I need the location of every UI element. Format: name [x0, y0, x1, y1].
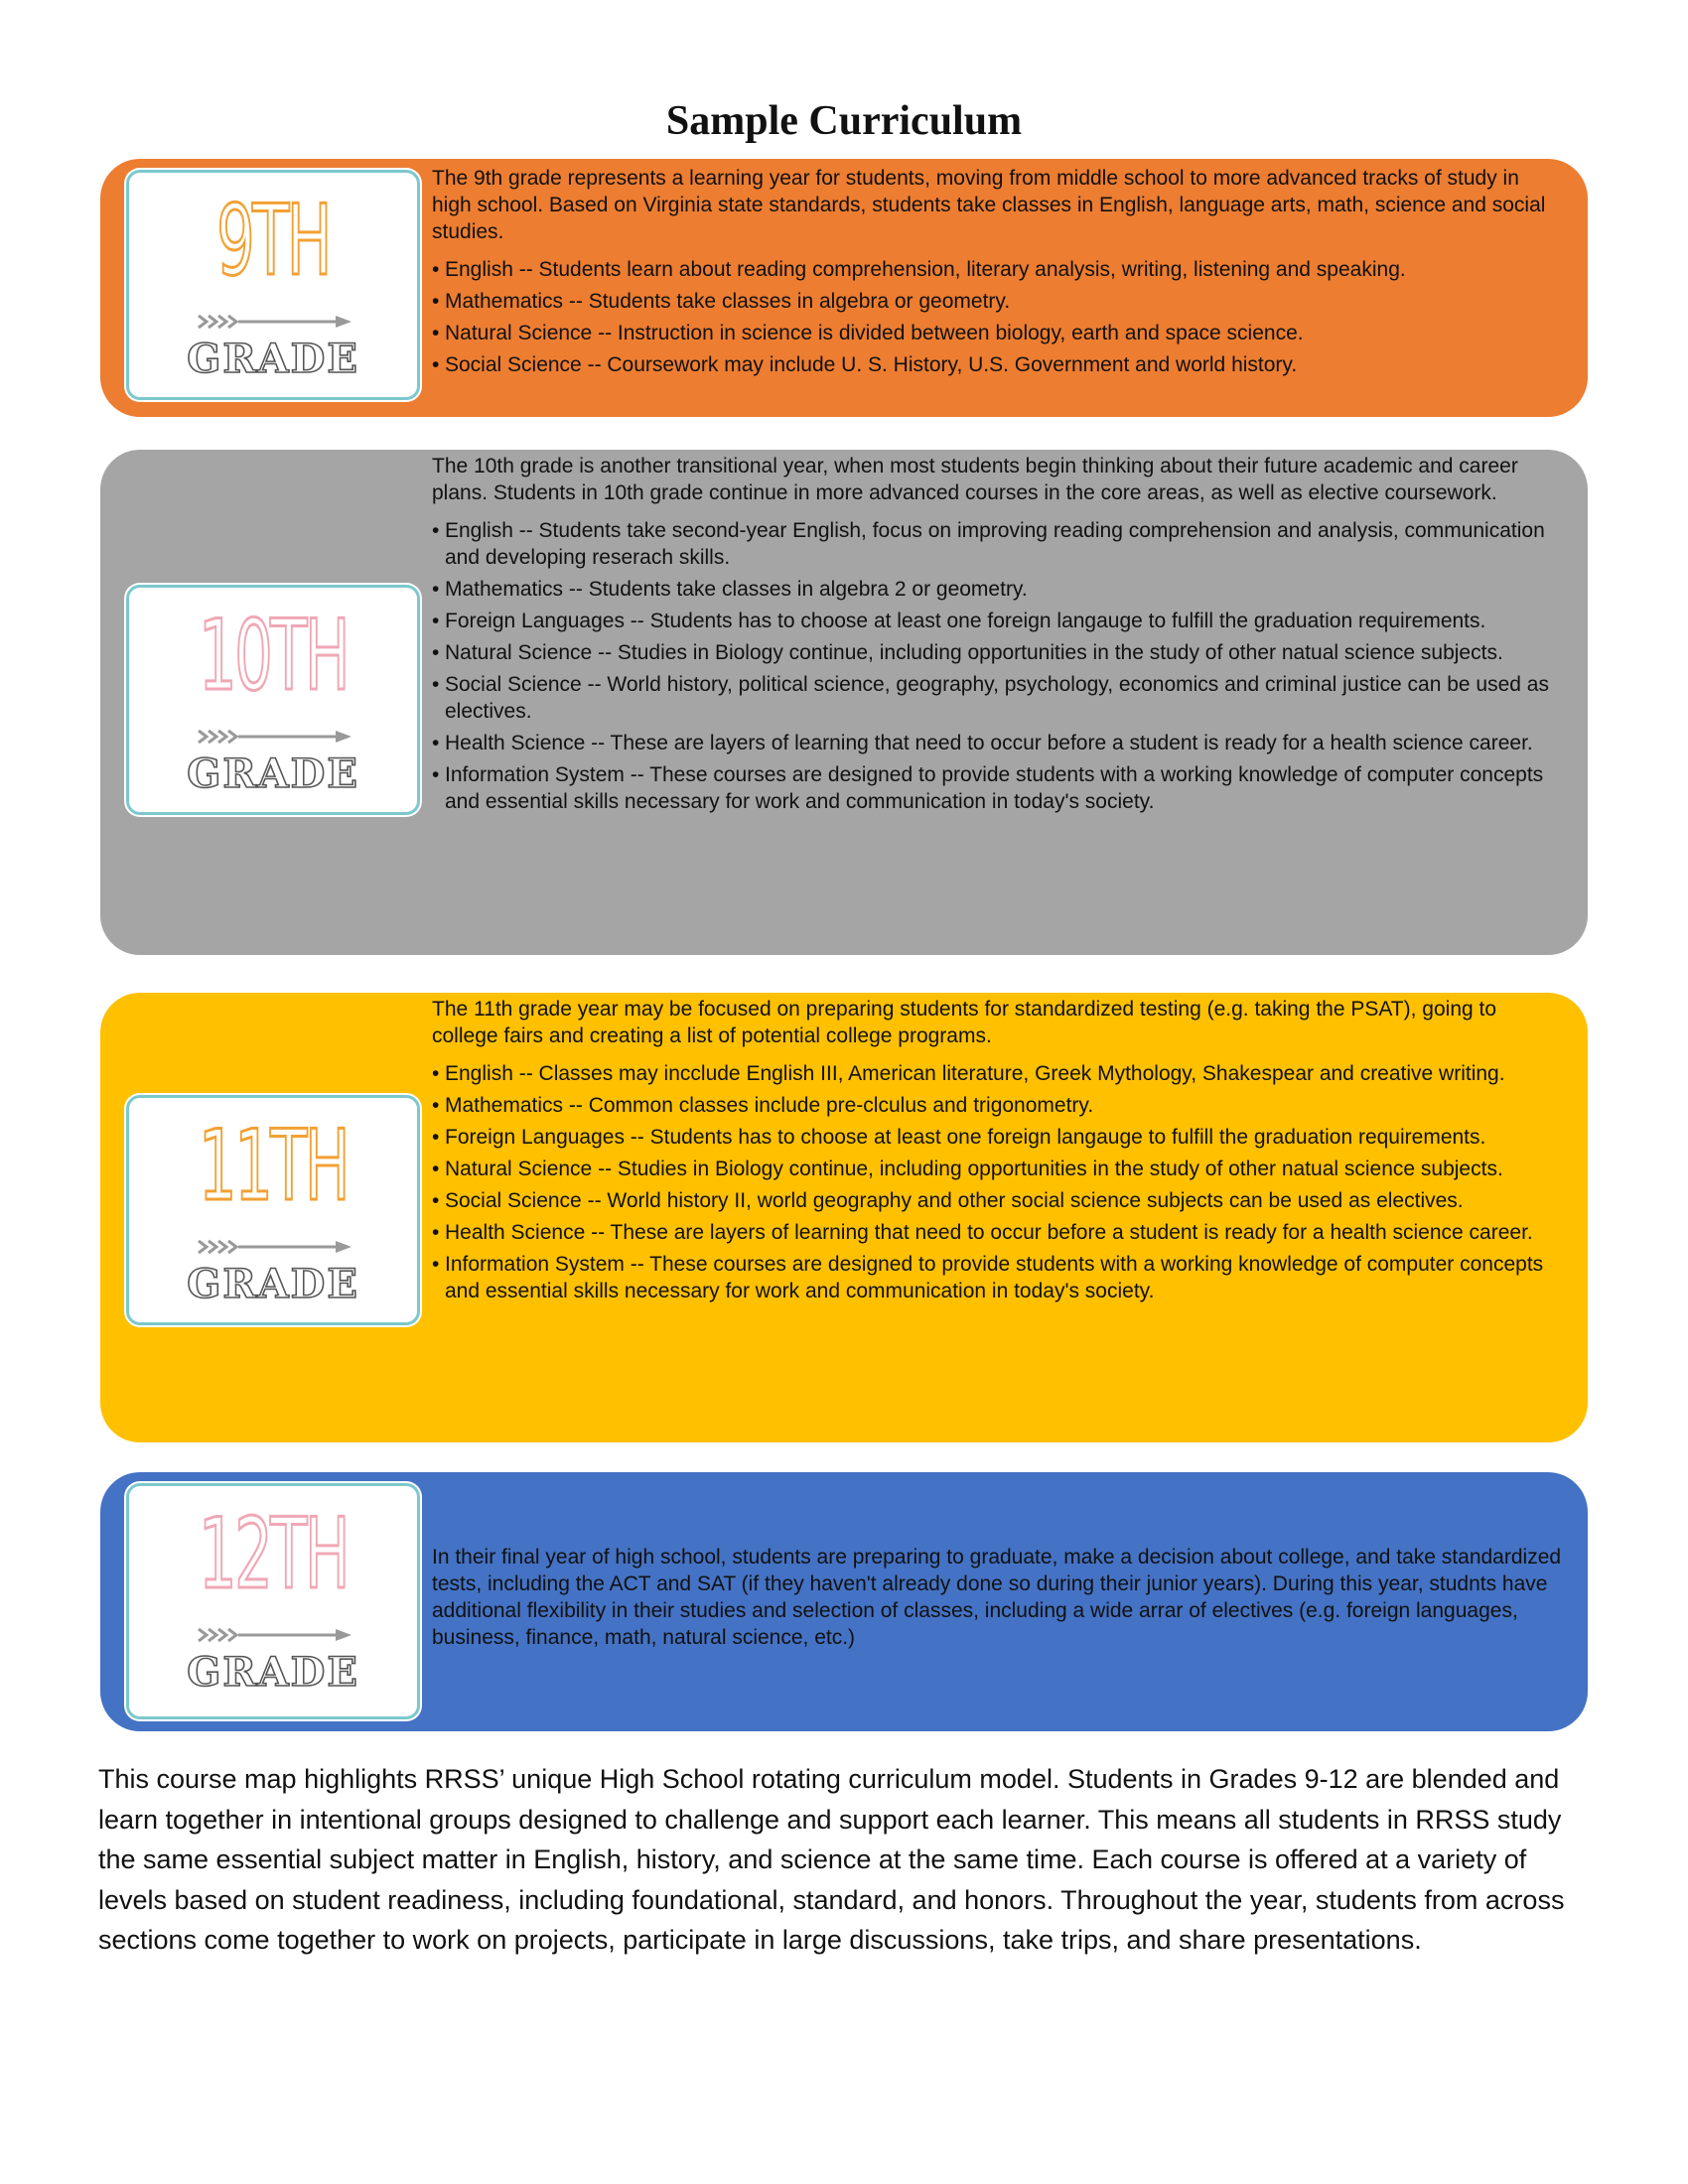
grade-9-badge-number: 9TH — [215, 185, 331, 298]
arrow-icon — [197, 1626, 355, 1644]
grade-11-badge-number: 11TH — [198, 1110, 349, 1223]
grade-12-description — [432, 1544, 1564, 1662]
grade-10-intro: The 10th grade is another transitional year, when most students begin thinking about their future academic and career plans. Students in 10th grade continue in more advanced courses in the core areas, as well as elective coursework. — [432, 455, 1518, 504]
subject-item: • Health Science -- These are layers of learning that need to occur before a student is ready for a health science career. — [432, 1219, 1564, 1246]
subject-item: • Social Science -- Coursework may include U. S. History, U.S. Government and world history. — [432, 351, 1564, 378]
grade-10-card — [100, 450, 1588, 955]
subject-item: • Foreign Languages -- Students has to choose at least one foreign langauge to fulfill the graduation requirements. — [432, 1124, 1564, 1151]
subject-item: • Natural Science -- Instruction in science is divided between biology, earth and space science. — [432, 320, 1564, 346]
arrow-icon — [197, 728, 355, 746]
grade-11-badge-word: GRADE — [187, 1261, 359, 1307]
subject-item: • Information System -- These courses are designed to provide students with a working knowledge of computer concepts and essential skills necessary for work and communication in today's society. — [432, 761, 1564, 815]
grade-11-card — [100, 993, 1588, 1442]
grade-12-badge-word: GRADE — [187, 1649, 359, 1696]
grade-10-subject-list — [432, 517, 1564, 815]
arrow-icon — [197, 313, 355, 331]
grade-9-subject-list — [432, 256, 1564, 378]
grade-11-description — [432, 996, 1564, 1309]
subject-item: • Natural Science -- Studies in Biology continue, including opportunities in the study of other natual science subjects. — [432, 1156, 1564, 1182]
grade-10-badge-number: 10TH — [198, 600, 349, 713]
subject-item: • English -- Students take second-year English, focus on improving reading comprehension and analysis, communication and developing reserach skills. — [432, 517, 1564, 571]
grade-10-description — [432, 453, 1564, 820]
subject-item: • Social Science -- World history, political science, geography, psychology, economics and criminal justice can be used as electives. — [432, 671, 1564, 725]
subject-item: • English -- Students learn about reading comprehension, literary analysis, writing, listening and speaking. — [432, 256, 1564, 283]
grade-10-badge — [126, 585, 420, 815]
grade-12-badge-number: 12TH — [198, 1498, 349, 1611]
grade-9-description — [432, 165, 1564, 383]
grade-11-subject-list — [432, 1060, 1564, 1304]
grade-11-badge — [126, 1095, 420, 1325]
page-title: Sample Curriculum — [665, 98, 1023, 144]
subject-item: • Mathematics -- Common classes include pre-clculus and trigonometry. — [432, 1092, 1564, 1119]
grade-12-badge — [126, 1483, 420, 1719]
subject-item: • English -- Classes may incclude English III, American literature, Greek Mythology, Shakespear and creative writing. — [432, 1060, 1564, 1087]
subject-item: • Health Science -- These are layers of learning that need to occur before a student is ready for a health science career. — [432, 730, 1564, 756]
subject-item: • Information System -- These courses are designed to provide students with a working knowledge of computer concepts and essential skills necessary for work and communication in today's society. — [432, 1251, 1564, 1304]
grade-9-badge-word: GRADE — [187, 336, 359, 382]
subject-item: • Foreign Languages -- Students has to choose at least one foreign langauge to fulfill the graduation requirements. — [432, 608, 1564, 634]
grade-12-card — [100, 1472, 1588, 1731]
subject-item: • Mathematics -- Students take classes in algebra or geometry. — [432, 288, 1564, 315]
subject-item: • Social Science -- World history II, world geography and other social science subjects can be used as electives. — [432, 1187, 1564, 1214]
grade-9-badge — [126, 170, 420, 400]
grade-9-card — [100, 159, 1588, 417]
grade-10-badge-word: GRADE — [187, 751, 359, 797]
subject-item: • Mathematics -- Students take classes in algebra 2 or geometry. — [432, 576, 1564, 603]
subject-item: • Natural Science -- Studies in Biology continue, including opportunities in the study of other natual science subjects. — [432, 639, 1564, 666]
grade-12-intro: In their final year of high school, students are preparing to graduate, make a decision about college, and take standardized tests, including the ACT and SAT (if they haven't already done so during their junior years). During this year, studnts have additional flexibility in their studies and selection of classes, including a wide arrar of electives (e.g. foreign languages, business, finance, math, natural science, etc.) — [432, 1546, 1562, 1649]
arrow-icon — [197, 1238, 355, 1256]
curriculum-summary: This course map highlights RRSS’ unique High School rotating curriculum model. Students in Grades 9-12 are blended and learn together in intentional groups designed to challenge and support each learner. This means all students in RRSS study the same essential subject matter in English, history, and science at the same time. Each course is offered at a variety of levels based on student readiness, including foundational, standard, and honors. Throughout the year, students from across sections come together to work on projects, participate in large discussions, take trips, and share presentations. — [98, 1764, 1565, 1955]
grade-9-intro: The 9th grade represents a learning year for students, moving from middle school to more advanced tracks of study in high school. Based on Virginia state standards, students take classes in English, language arts, math, science and social studies. — [432, 167, 1546, 243]
grade-11-intro: The 11th grade year may be focused on preparing students for standardized testing (e.g. taking the PSAT), going to college fairs and creating a list of potential college programs. — [432, 998, 1497, 1047]
